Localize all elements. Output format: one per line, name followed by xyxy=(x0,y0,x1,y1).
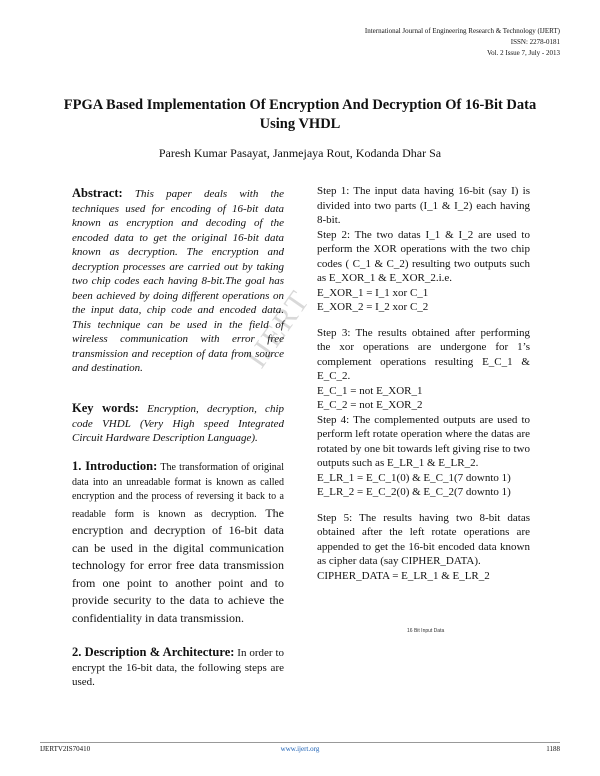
authors: Paresh Kumar Pasayat, Janmejaya Rout, Kodanda Dhar Sa xyxy=(158,146,442,160)
introduction-text-large: The encryption and decryption of 16-bit data can be used in the digital communication technology for error free data transmission from one point to another point and to provide security to the data to achieve the confidentiality in data transmission. xyxy=(72,505,284,625)
step-3: Step 3: The results obtained after performing the xor operations are undergone for 1’s complement operations resulting E_C_1 & E_C_2. xyxy=(317,326,530,382)
step-4-equation-1: E_LR_1 = E_C_1(0) & E_C_1(7 downto 1) xyxy=(317,471,511,484)
figure-caption: 16 Bit Input Data xyxy=(407,628,445,634)
footer-website-link[interactable]: www.ijert.org xyxy=(280,745,320,753)
step-2: Step 2: The two datas I_1 & I_2 are used to perform the XOR operations with the two chip codes ( C_1 & C_2) resulting two outputs such as E_XOR_1 & E_XOR_2.i.e. xyxy=(317,228,530,284)
step-3-equation-1: E_C_1 = not E_XOR_1 xyxy=(317,384,423,397)
volume-issue: Vol. 2 Issue 7, July - 2013 xyxy=(487,49,560,57)
description-section xyxy=(72,645,284,690)
step-4: Step 4: The complemented outputs are used to perform left rotate operation where the datas are rotated by one bit towards left giving rise to two outputs such as E_LR_1 & E_LR_2. xyxy=(317,413,530,469)
watermark: IJERT xyxy=(240,284,317,374)
abstract-label: Abstract: xyxy=(72,186,123,200)
issn: ISSN: 2278-0181 xyxy=(510,38,560,46)
keywords-text: Encryption, decryption, chip code VHDL (Very High speed Integrated Circuit Hardware Description Language). xyxy=(72,403,284,444)
steps-section xyxy=(317,184,530,583)
description-text: In order to encrypt the 16-bit data, the following steps are used. xyxy=(72,647,284,688)
step-2-equation-2: E_XOR_2 = I_2 xor C_2 xyxy=(317,301,429,313)
introduction-section xyxy=(72,459,284,627)
description-heading: 2. Description & Architecture: xyxy=(72,645,235,659)
step-4-equation-2: E_LR_2 = E_C_2(0) & E_C_2(7 downto 1) xyxy=(317,486,511,498)
step-5: Step 5: The results having two 8-bit datas obtained after the left rotate operations are appended to get the 16-bit encoded data known as cipher data (say CIPHER_DATA). xyxy=(317,511,530,567)
introduction-heading: 1. Introduction: xyxy=(72,459,158,473)
footer-divider xyxy=(40,742,560,743)
footer-paper-id: IJERTV2IS70410 xyxy=(40,745,91,753)
step-2-equation-1: E_XOR_1 = I_1 xor C_1 xyxy=(317,286,429,299)
page-number: 1188 xyxy=(546,745,560,753)
paper-title: FPGA Based Implementation Of Encryption And Decryption Of 16-Bit Data Using VHDL xyxy=(63,97,537,132)
abstract-text: This paper deals with the techniques used for encoding of 16-bit data known as encryption and decoding of the encoded data to get the original 16-bit data known as decryption. The encryption and decryption processes are carried out by taking two chip codes each having 8-bit.The goal has been achieved by doing different operations on the input data, chip code and encoded data. This technique can be used in the field of wireless communication with error free transmission and reception of data from source and destination. xyxy=(72,188,284,374)
abstract-section xyxy=(72,186,284,376)
journal-name: International Journal of Engineering Research & Technology (IJERT) xyxy=(364,27,560,35)
keywords-label: Key words: xyxy=(72,401,139,415)
step-3-equation-2: E_C_2 = not E_XOR_2 xyxy=(317,399,423,411)
keywords-section xyxy=(72,401,284,446)
step-5-equation: CIPHER_DATA = E_LR_1 & E_LR_2 xyxy=(317,569,490,582)
step-1: Step 1: The input data having 16-bit (say I) is divided into two parts (I_1 & I_2) each having 8-bit. xyxy=(317,185,530,226)
introduction-text-small: The transformation of original data into an unreadable format is known as called encryption and the process of reversing it back to a readable form is known as decryption. xyxy=(72,462,284,520)
